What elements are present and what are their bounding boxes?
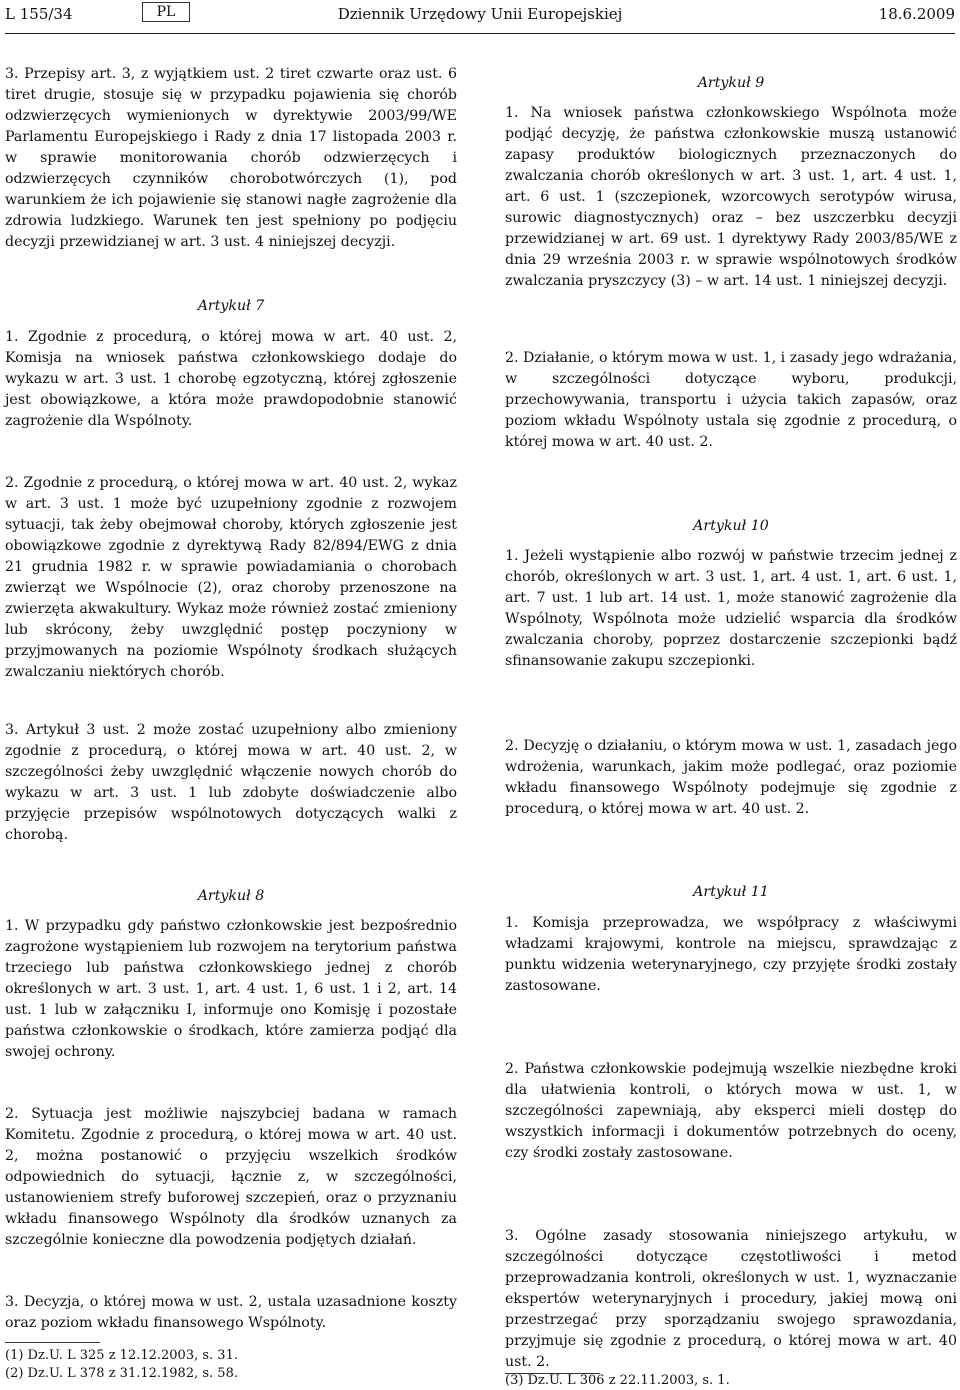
header-divider — [5, 33, 955, 34]
article-title: Artykuł 9 — [697, 75, 765, 91]
footnote-divider — [5, 1342, 100, 1343]
journal-title: Dziennik Urzędowy Unii Europejskiej — [337, 5, 623, 23]
page-header — [5, 2, 955, 24]
paragraph: 2. Sytuacja jest możliwie najszybciej badana w ramach Komitetu. Zgodnie z procedurą, o której mowa w art. 40 ust. 2, można postanowić o przyjęciu wszelkich środków odpowiednich do sytuacji, łącznie z, w szczególności, ustanowieniem strefy buforowej szczepień, oraz o przyznaniu wkładu finansowego Wspólnoty dla środków uznanych za szczególnie konieczne dla powodzenia podjętych działań. — [5, 1106, 457, 1248]
language-badge: PL — [142, 2, 190, 22]
paragraph: 3. Decyzja, o której mowa w ust. 2, ustala uzasadnione koszty oraz poziom wkładu finansowego Wspólnoty. — [5, 1294, 457, 1331]
paragraph: 3. Artykuł 3 ust. 2 może zostać uzupełniony albo zmieniony zgodnie z procedurą, o której mowa w art. 40 ust. 2, w szczególności żeby uwzględnić włączenie nowych chorób do wykazu w art. 3 ust. 1 lub zdobyte doświadczenie albo przyjęcie przepisów wspólnotowych dotyczących walki z chorobą. — [5, 722, 457, 843]
article-title: Artykuł 10 — [693, 518, 769, 534]
paragraph: 3. Ogólne zasady stosowania niniejszego artykułu, w szczególności dotyczące częstotliwości i metod przeprowadzania kontroli, określonych w ust. 1, wyznaczanie ekspertów weterynaryjnych i procedury, jakiej mową oni przestrzegać przy sporządzaniu swojego sprawozdania, przyjmuje się zgodnie z procedurą, o której mowa w art. 40 ust. 2. — [505, 1228, 957, 1370]
paragraph: 3. Przepisy art. 3, z wyjątkiem ust. 2 tiret czwarte oraz ust. 6 tiret drugie, stosuje się w przypadku pojawienia się chorób odzwierzęcych wymienionych w dyrektywie 2003/99/WE Parlamentu Europejskiego i Rady z dnia 17 listopada 2003 r. w sprawie monitorowania chorób odzwierzęcych i odzwierzęcych czynników chorobotwórczych (1), pod warunkiem że ich pojawienie się stanowi nagłe zagrożenie dla zdrowia ludzkiego. Warunek ten jest spełniony po podjęciu decyzji przewidzianej w art. 3 ust. 4 niniejszej decyzji. — [5, 66, 457, 250]
paragraph: 1. Zgodnie z procedurą, o której mowa w art. 40 ust. 2, Komisja na wniosek państwa członkowskiego dodaje do wykazu w art. 3 ust. 1 chorobę egzotyczną, której zgłoszenie jest obowiązkowe, a która może prawdopodobnie stanowić zagrożenie dla Wspólnoty. — [5, 329, 457, 429]
publication-date: 18.6.2009 — [878, 5, 955, 23]
paragraph: 1. W przypadku gdy państwo członkowskie jest bezpośrednio zagrożone wystąpieniem lub rozwojem na terytorium państwa trzeciego lub państwa członkowskiego jednej z chorób określonych w art. 3 ust. 1, art. 4 ust. 1, 6 ust. 1 i 2, art. 14 ust. 1 lub w załączniku I, informuje ono Komisję i pozostałe państwa członkowskie o środkach, które zamierza podjąć dla swojej ochrony. — [5, 918, 457, 1060]
footnotes: (1) Dz.U. L 325 z 12.12.2003, s. 31. (2) Dz.U. L 378 z 31.12.1982, s. 58. — [5, 1348, 238, 1381]
paragraph: 2. Państwa członkowskie podejmują wszelkie niezbędne kroki dla ułatwienia kontroli, o których mowa w ust. 1, w szczególności zapewniają, aby eksperci mieli dostęp do wszystkich informacji i dokumentów potrzebnych do oceny, czy środki zostały zastosowane. — [505, 1061, 957, 1161]
article-title: Artykuł 8 — [197, 888, 265, 904]
page-reference: L 155/34 — [5, 5, 73, 23]
paragraph: 1. Na wniosek państwa członkowskiego Wspólnota może podjąć decyzję, że państwa członkowskie muszą ustanowić zapasy produktów biologicznych przeznaczonych do zwalczania chorób określonych w art. 3 ust. 1, art. 4 ust. 1, art. 6 ust. 1 (szczepionek, wzorcowych serotypów wirusa, surowic diagnostycznych) oraz – bez uszczerbku decyzji przewidzianej w art. 69 ust. 1 dyrektywy Rady 2003/85/WE z dnia 29 września 2003 r. w sprawie wspólnotowych środków zwalczania pryszczycy (3) – w art. 14 ust. 1 niniejszej decyzji. — [505, 105, 957, 289]
paragraph: 2. Działanie, o którym mowa w ust. 1, i zasady jego wdrażania, w szczególności dotyczące wyboru, produkcji, przechowywania, transportu i użycia takich zapasów, oraz poziom wkładu Wspólnoty ustala się zgodnie z procedurą, o której mowa w art. 40 ust. 2. — [505, 350, 957, 450]
paragraph: 2. Zgodnie z procedurą, o której mowa w art. 40 ust. 2, wykaz w art. 3 ust. 1 może być uzupełniony zgodnie z rozwojem sytuacji, tak żeby obejmował choroby, których zgłoszenie jest obowiązkowe zgodnie z dyrektywą Rady 82/894/EWG z dnia 21 grudnia 1982 r. w sprawie powiadamiania o chorobach zwierząt we Wspólnocie (2), oraz choroby przenoszone na zwierzęta akwakultury. Wykaz może również zostać zmieniony lub skrócony, żeby uwzględnić postęp poczyniony w przyjmowanych na poziomie Wspólnoty środkach służących zwalczaniu niektórych chorób. — [5, 475, 457, 680]
article-title: Artykuł 11 — [693, 884, 769, 900]
article-title: Artykuł 7 — [197, 298, 265, 314]
paragraph: 2. Decyzję o działaniu, o którym mowa w ust. 1, zasadach jego wdrożenia, warunkach, jakim może podlegać, oraz poziomie wkładu finansowego Wspólnoty podejmuje się zgodnie z procedurą, o której mowa w art. 40 ust. 2. — [505, 738, 957, 817]
footnote: (3) Dz.U. L 306 z 22.11.2003, s. 1. — [505, 1373, 730, 1388]
paragraph: 1. Jeżeli wystąpienie albo rozwój w państwie trzecim jednej z chorób, określonych w art. 3 ust. 1, art. 4 ust. 1, art. 6 ust. 1, art. 7 ust. 1 lub art. 14 ust. 1, może stanowić zagrożenie dla Wspólnoty, Wspólnota może udzielić wsparcia dla środków zwalczania choroby, poprzez dostarczenie szczepionki bądź sfinansowanie zakupu szczepionki. — [505, 548, 957, 669]
paragraph: 1. Komisja przeprowadza, we współpracy z właściwymi władzami krajowymi, kontrole na miejscu, sprawdzając z punktu widzenia weterynaryjnego, czy przyjęte środki zostały zastosowane. — [505, 915, 957, 994]
